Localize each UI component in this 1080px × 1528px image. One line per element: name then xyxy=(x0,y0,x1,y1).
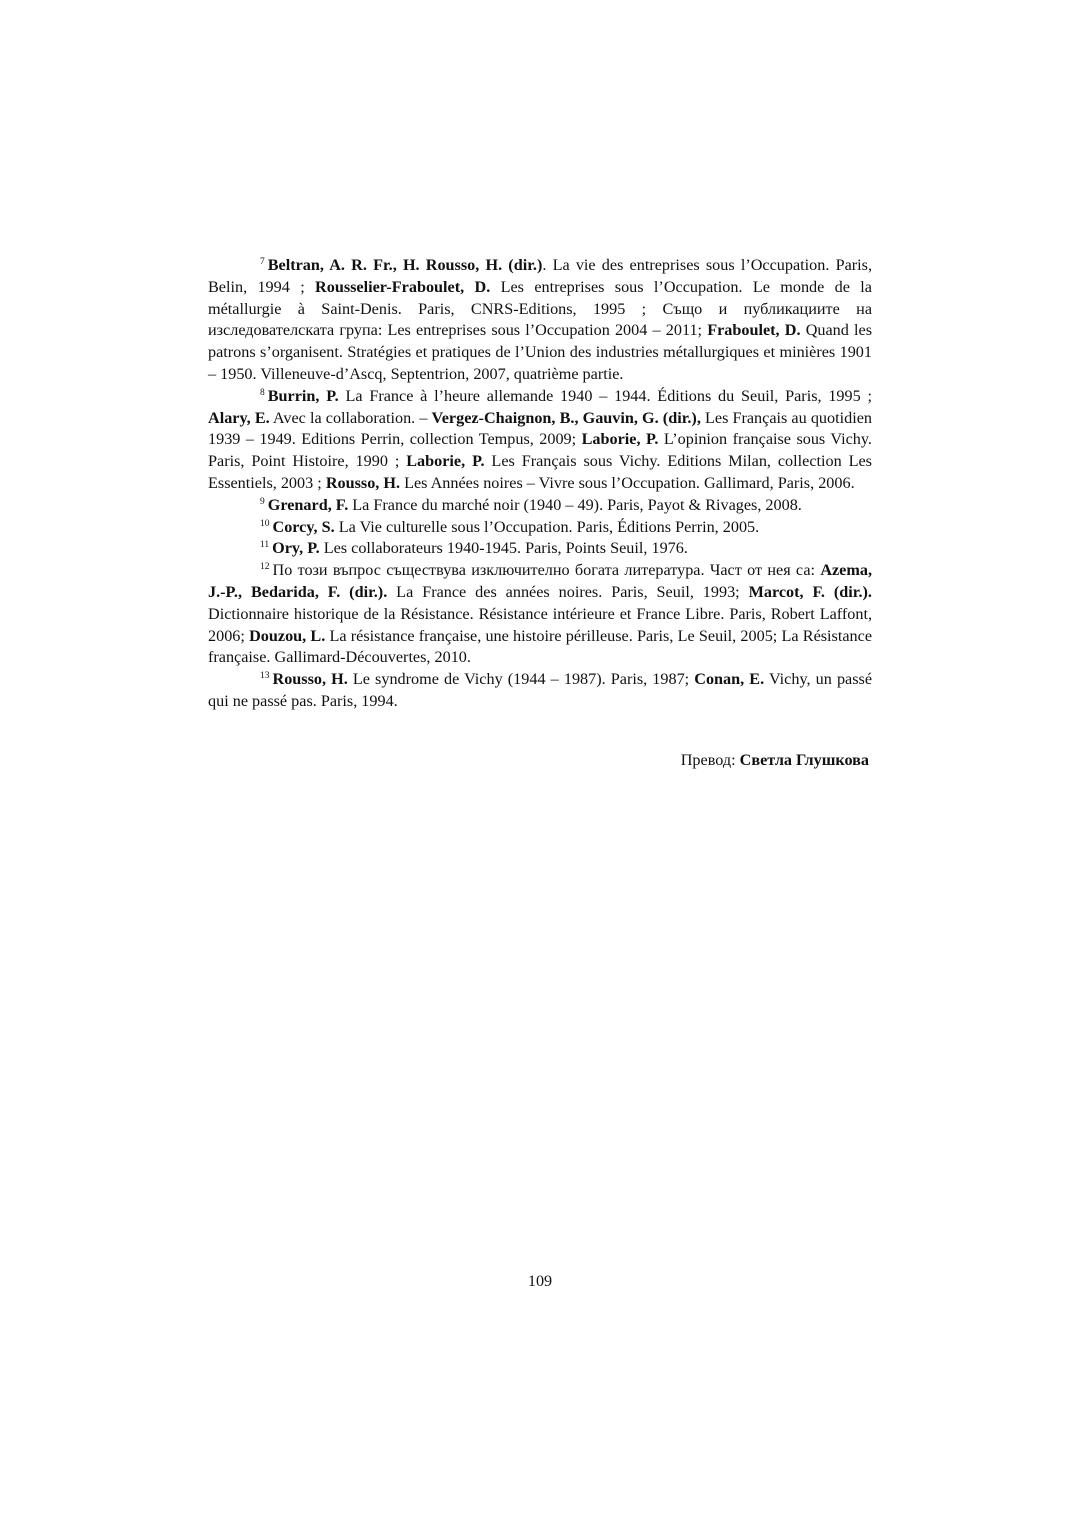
footnote-author: Laborie, P. xyxy=(581,430,659,449)
footnote-author: Corcy, S. xyxy=(272,517,335,536)
footnote-text: Les Français sous Vichy. Editions Milan, collection Les Essentiels, 2003 ; xyxy=(208,452,872,492)
footnote-text: La France à l’heure allemande 1940 – 1944. Éditions du Seuil, Paris, 1995 ; xyxy=(338,386,872,405)
footnote-text: Avec la collaboration. – xyxy=(269,408,432,427)
footnote-author: Rousselier-Fraboulet, D. xyxy=(315,277,491,296)
footnote-text: L’opinion française sous Vichy. Paris, Point Histoire, 1990 ; xyxy=(208,430,872,471)
footnote-8 xyxy=(208,386,872,495)
footnote-author: Douzou, L. xyxy=(249,626,326,645)
footnote-12 xyxy=(208,560,872,669)
footnote-text: По този въпрос съществува изключително богата литература. Част от нея са: xyxy=(272,561,821,580)
footnote-text: Les collaborateurs 1940-1945. Paris, Points Seuil, 1976. xyxy=(319,539,688,558)
footnote-author: Laborie, P. xyxy=(406,452,485,471)
footnote-7 xyxy=(208,255,872,386)
footnote-author: Alary, E. xyxy=(208,408,270,427)
footnote-author: Azema, J.-P., Bedarida, F. (dir.). xyxy=(208,561,872,601)
footnote-author: Vergez-Chaignon, B., Gauvin, G. (dir.), xyxy=(431,408,701,427)
footnote-number: 8 xyxy=(260,387,265,398)
footnote-text: Quand les patrons s’organisent. Stratégies et pratiques de l’Union des industries métallurgiques et minières 1901 – 1950. Villeneuve-d’Ascq, Septentrion, 2007, quatrième partie. xyxy=(208,321,872,383)
footnote-text: Les Français au quotidien 1939 – 1949. Editions Perrin, collection Tempus, 2009; xyxy=(208,408,872,449)
footnote-text: La France des années noires. Paris, Seuil, 1993; xyxy=(387,582,749,601)
footnote-author: Rousso, H. xyxy=(272,670,348,689)
footnote-text: . La vie des entreprises sous l’Occupation. Paris, Belin, 1994 ; xyxy=(208,256,872,296)
footnote-number: 11 xyxy=(260,540,270,551)
footnote-number: 10 xyxy=(260,518,270,529)
footnote-text: La Vie culturelle sous l’Occupation. Paris, Éditions Perrin, 2005. xyxy=(334,517,760,536)
footnote-author: Marcot, F. (dir.). xyxy=(748,582,872,601)
footnote-text: La France du marché noir (1940 – 49). Paris, Payot & Rivages, 2008. xyxy=(348,495,802,514)
footnote-text: Les Années noires – Vivre sous l’Occupation. Gallimard, Paris, 2006. xyxy=(400,473,855,492)
translation-label: Превод: xyxy=(680,751,740,769)
footnote-13 xyxy=(208,669,872,713)
page-number: 109 xyxy=(527,1272,553,1290)
footnote-author: Ory, P. xyxy=(272,539,320,558)
footnote-number: 9 xyxy=(260,496,265,507)
footnote-9 xyxy=(208,495,872,517)
footnote-text: Vichy, un passé qui ne passé pas. Paris, 1994. xyxy=(208,670,873,710)
footnote-11 xyxy=(208,538,872,560)
footnote-author: Beltran, A. R. Fr., H. Rousso, H. (dir.) xyxy=(267,256,543,274)
footnote-number: 13 xyxy=(260,671,270,682)
footnote-text: Les entreprises sous l’Occupation. Le monde de la métallurgie à Saint-Denis. Paris, CNRS-Editions, 1995 ; Също и публикациите на изследователската група: Les entreprises sous l’Occupation 2004 – 2011; xyxy=(208,277,872,340)
footnote-author: Rousso, H. xyxy=(325,473,401,492)
translation-credit xyxy=(208,750,869,772)
footnotes-block xyxy=(208,255,872,713)
footnote-10 xyxy=(208,517,872,539)
footnote-author: Conan, E. xyxy=(694,670,765,689)
footnote-text: Le syndrome de Vichy (1944 – 1987). Paris, 1987; xyxy=(347,670,695,689)
footnote-text: La résistance française, une histoire périlleuse. Paris, Le Seuil, 2005; La Résistance française. Gallimard-Découvertes, 2010. xyxy=(208,626,873,667)
footnote-author: Grenard, F. xyxy=(267,495,349,514)
footnote-text: Dictionnaire historique de la Résistance. Résistance intérieure et France Libre. Paris, Robert Laffont, 2006; xyxy=(208,604,872,645)
footnote-author: Fraboulet, D. xyxy=(707,321,801,340)
footnote-author: Burrin, P. xyxy=(267,386,339,405)
footnote-number: 12 xyxy=(260,562,270,573)
translator-name: Светла Глушкова xyxy=(739,751,869,769)
footnote-number: 7 xyxy=(260,257,265,267)
